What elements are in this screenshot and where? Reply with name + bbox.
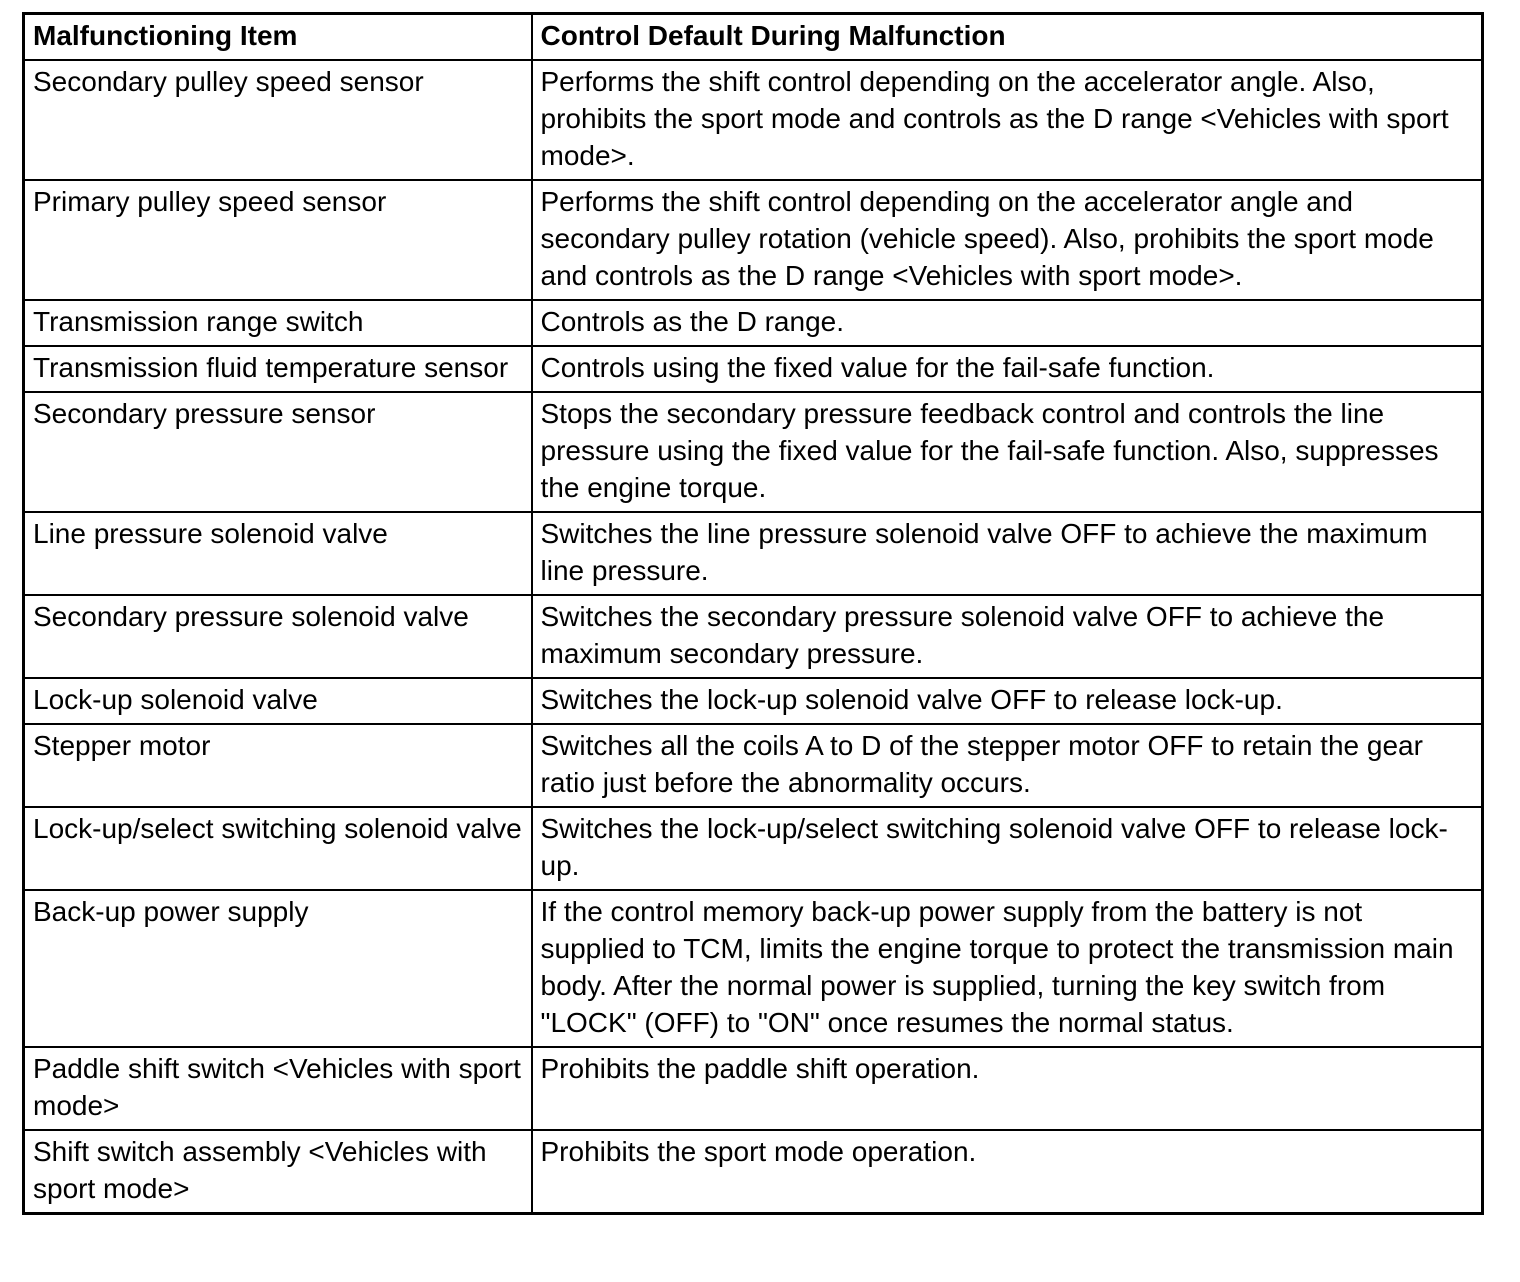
malfunctioning-item-cell: Line pressure solenoid valve — [24, 512, 532, 595]
control-default-cell: Switches the lock-up/select switching solenoid valve OFF to release lock-up. — [532, 807, 1483, 890]
table-row — [24, 512, 1483, 595]
control-default-cell: Controls using the fixed value for the fail-safe function. — [532, 346, 1483, 392]
control-default-cell: Prohibits the paddle shift operation. — [532, 1047, 1483, 1130]
table-body — [24, 60, 1483, 1214]
malfunctioning-item-cell: Paddle shift switch <Vehicles with sport mode> — [24, 1047, 532, 1130]
table-row — [24, 890, 1483, 1047]
malfunctioning-item-cell: Lock-up solenoid valve — [24, 678, 532, 724]
control-default-cell: Prohibits the sport mode operation. — [532, 1130, 1483, 1214]
table-header-row — [24, 14, 1483, 61]
table-row — [24, 300, 1483, 346]
malfunctioning-item-cell: Shift switch assembly <Vehicles with sport mode> — [24, 1130, 532, 1214]
header-malfunctioning-item: Malfunctioning Item — [24, 14, 532, 61]
table-row — [24, 678, 1483, 724]
header-control-default: Control Default During Malfunction — [532, 14, 1483, 61]
malfunctioning-item-cell: Primary pulley speed sensor — [24, 180, 532, 300]
table-row — [24, 724, 1483, 807]
control-default-cell: Stops the secondary pressure feedback control and controls the line pressure using the fixed value for the fail-safe function. Also, suppresses the engine torque. — [532, 392, 1483, 512]
table-row — [24, 392, 1483, 512]
table-row — [24, 346, 1483, 392]
malfunctioning-item-cell: Back-up power supply — [24, 890, 532, 1047]
malfunctioning-item-cell: Secondary pulley speed sensor — [24, 60, 532, 180]
table-row — [24, 807, 1483, 890]
control-default-cell: Performs the shift control depending on the accelerator angle and secondary pulley rotation (vehicle speed). Also, prohibits the sport mode and controls as the D range <Vehicles with sport mode>. — [532, 180, 1483, 300]
malfunctioning-item-cell: Lock-up/select switching solenoid valve — [24, 807, 532, 890]
malfunction-table — [22, 12, 1484, 1215]
malfunctioning-item-cell: Secondary pressure sensor — [24, 392, 532, 512]
malfunctioning-item-cell: Secondary pressure solenoid valve — [24, 595, 532, 678]
table-row — [24, 180, 1483, 300]
control-default-cell: Controls as the D range. — [532, 300, 1483, 346]
malfunctioning-item-cell: Stepper motor — [24, 724, 532, 807]
table-row — [24, 1047, 1483, 1130]
table-row — [24, 1130, 1483, 1214]
control-default-cell: If the control memory back-up power supply from the battery is not supplied to TCM, limits the engine torque to protect the transmission main body. After the normal power is supplied, turning the key switch from "LOCK" (OFF) to "ON" once resumes the normal status. — [532, 890, 1483, 1047]
control-default-cell: Switches the line pressure solenoid valve OFF to achieve the maximum line pressure. — [532, 512, 1483, 595]
table-row — [24, 60, 1483, 180]
control-default-cell: Performs the shift control depending on the accelerator angle. Also, prohibits the sport mode and controls as the D range <Vehicles with sport mode>. — [532, 60, 1483, 180]
malfunctioning-item-cell: Transmission fluid temperature sensor — [24, 346, 532, 392]
malfunctioning-item-cell: Transmission range switch — [24, 300, 532, 346]
control-default-cell: Switches the lock-up solenoid valve OFF to release lock-up. — [532, 678, 1483, 724]
control-default-cell: Switches the secondary pressure solenoid valve OFF to achieve the maximum secondary pressure. — [532, 595, 1483, 678]
control-default-cell: Switches all the coils A to D of the stepper motor OFF to retain the gear ratio just before the abnormality occurs. — [532, 724, 1483, 807]
table-row — [24, 595, 1483, 678]
